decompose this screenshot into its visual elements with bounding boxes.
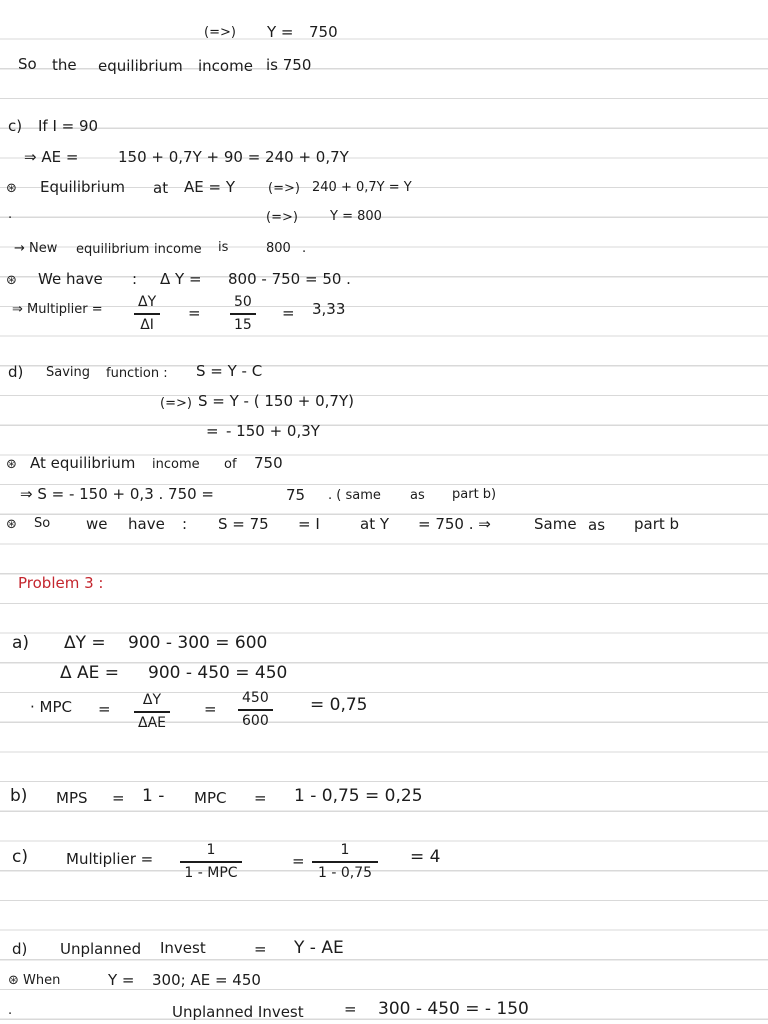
handwritten-text: ⇒ AE = [24,148,79,166]
implies-symbol: (=>) [266,210,298,225]
handwritten-text: So [34,516,51,531]
handwritten-text: = [344,1000,357,1018]
handwritten-text: S = 75 [218,515,269,533]
handwritten-text: c) [12,847,28,867]
fraction-bar [230,313,256,315]
handwritten-text: 240 + 0,7Y = Y [312,180,412,195]
handwritten-text: ⊛ When [8,973,61,988]
handwritten-text: 150 + 0,7Y + 90 = 240 + 0,7Y [118,148,349,166]
denominator: 15 [234,316,252,333]
implies-symbol: (=>) [204,25,236,40]
handwritten-text: part b) [452,487,497,502]
handwritten-text: as [588,516,606,534]
handwritten-text: function : [106,366,168,381]
denominator: ΔAE [138,714,166,731]
handwritten-text: . ( same [328,488,381,503]
handwritten-text: = [188,304,201,322]
fraction-bar [312,861,378,863]
fraction-dy-dae [134,692,170,732]
fraction-1-over-1-minus-0-75 [312,842,378,882]
handwritten-text: = [206,422,219,440]
handwritten-text: Δ Y = [160,270,202,288]
handwritten-text: → New [14,241,58,256]
handwritten-text: We have [38,270,103,288]
handwritten-text: = [282,304,295,322]
implies-symbol: (=>) [160,396,192,411]
handwritten-text: = [112,789,125,807]
fraction-bar [238,709,273,711]
handwritten-text: At equilibrium [30,454,136,472]
handwritten-text: : [132,270,138,288]
handwritten-text: ⇒ S = - 150 + 0,3 . 750 = [20,485,215,503]
handwritten-text: d) [12,940,28,958]
handwritten-text: Δ AE = [60,663,120,683]
handwritten-text: b) [10,786,28,806]
bullet-icon: ⊛ [6,273,17,288]
handwritten-text: equilibrium [76,242,150,257]
handwritten-text: 750 [309,23,338,41]
numerator: ΔY [142,692,162,708]
handwritten-text: MPS [56,789,88,807]
handwritten-text: of [224,457,237,472]
handwritten-text: have [128,515,165,533]
numerator: 1 [206,842,216,858]
handwritten-text: 900 - 450 = 450 [148,663,288,683]
handwritten-text: the [52,56,77,74]
handwritten-text: Saving [46,365,91,380]
handwritten-text: at Y [360,515,390,533]
handwritten-text: S = Y - ( 150 + 0,7Y) [198,392,354,410]
handwritten-text: = [254,789,267,807]
handwritten-text: ΔY = [64,633,106,653]
handwritten-text: 1 - [142,786,165,806]
handwritten-text: income [152,457,200,472]
handwritten-text: So [18,55,37,73]
handwritten-text: is 750 [266,56,312,74]
handwritten-text: is [218,240,229,255]
bullet-icon: ⊛ [6,517,17,532]
fraction-50-15 [230,294,256,334]
handwritten-text: = 4 [410,847,441,867]
handwritten-text: 750 [254,454,283,472]
handwritten-text: Y = [267,23,294,41]
dot-mark: . [8,207,13,222]
handwritten-text: d) [8,363,24,381]
handwritten-text: AE = Y [184,178,236,196]
handwritten-text: = [254,940,267,958]
handwritten-text: at [153,179,169,197]
handwritten-text: = [204,700,217,718]
handwritten-text: Y - AE [294,938,344,958]
problem-3-heading: Problem 3 : [18,574,104,592]
denominator: ΔI [140,316,154,333]
fraction-bar [134,711,170,713]
handwritten-text: = [98,700,111,718]
handwritten-text: as [410,488,425,503]
handwritten-text: a) [12,633,30,653]
numerator: ΔY [138,294,157,310]
handwritten-text: Unplanned [60,940,142,958]
handwritten-text: Y = 800 [330,209,382,224]
handwritten-text: 900 - 300 = 600 [128,633,268,653]
handwritten-text: S = Y - C [196,362,263,380]
fraction-dy-di [134,294,160,334]
handwritten-text: Unplanned Invest [172,1003,304,1021]
handwritten-text: 3,33 [312,300,346,318]
bullet-icon: ⊛ [6,457,17,472]
handwritten-text: 75 [286,486,306,504]
handwritten-text: 800 - 750 = 50 . [228,270,351,288]
fraction-1-over-1-mpc [180,842,242,882]
handwritten-text: ⇒ Multiplier = [12,302,103,317]
handwritten-text: 300 - 450 = - 150 [378,999,529,1019]
handwritten-text: 1 - 0,75 = 0,25 [294,786,423,806]
handwritten-text: equilibrium [98,57,183,75]
handwritten-text: c) [8,117,23,135]
denominator: 1 - MPC [184,864,238,881]
handwritten-text: 800 [266,241,291,256]
dot-mark: . [8,1003,13,1018]
numerator: 50 [234,294,252,310]
handwritten-text: MPC [194,789,227,807]
handwritten-text: Equilibrium [40,178,125,196]
handwritten-text: Y = [108,971,135,989]
handwritten-text: Same [534,515,577,533]
handwritten-text: = 0,75 [310,695,368,715]
handwritten-text: Multiplier = [66,850,154,868]
handwritten-text: : [182,515,188,533]
handwritten-text: · MPC [30,698,72,716]
handwritten-text: part b [634,515,680,533]
numerator: 1 [340,842,350,858]
handwritten-text: income [198,57,253,75]
handwritten-text: - 150 + 0,3Y [226,422,320,440]
handwritten-text: = 750 . ⇒ [418,515,491,533]
handwritten-text: Invest [160,939,206,957]
implies-symbol: (=>) [268,181,300,196]
numerator: 450 [242,690,269,706]
denominator: 600 [242,712,269,729]
handwritten-text: If I = 90 [38,117,99,135]
handwritten-text: income [154,242,202,257]
handwritten-text: 300; AE = 450 [152,971,261,989]
bullet-icon: ⊛ [6,181,17,196]
fraction-bar [180,861,242,863]
fraction-bar [134,313,160,315]
dot-mark: . [302,241,307,256]
fraction-450-600 [238,690,273,730]
handwritten-text: = [292,852,305,870]
handwritten-text: we [86,515,108,533]
handwritten-text: = I [298,515,320,533]
denominator: 1 - 0,75 [317,864,373,881]
